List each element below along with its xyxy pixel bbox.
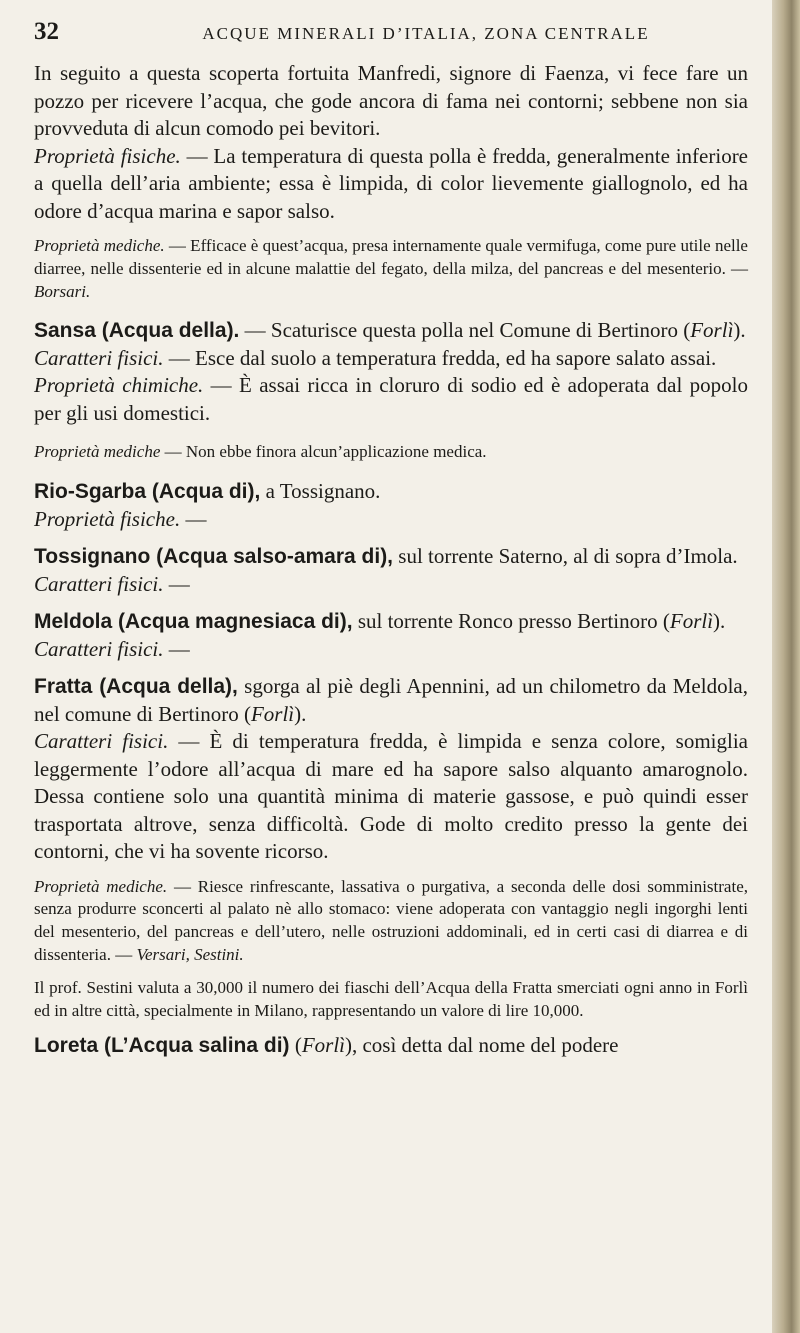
entry-sansa: Sansa (Acqua della). — Scaturisce questa polla nel Comune di Bertinoro (Forlì). [34, 318, 746, 343]
entry-title: Meldola (Acqua magnesiaca di), [34, 610, 353, 634]
entry-title: Tossignano (Acqua salso-amara di), [34, 545, 394, 569]
entry-loreta: Loreta (L’Acqua salina di) (Forlì), così detta dal nome del podere [34, 1033, 619, 1058]
entry-title: Fratta (Acqua della), [34, 675, 238, 699]
fratta-caratteri-fisici: Caratteri fisici. — È di temperatura fredda, è limpida e senza colore, somiglia leggermente l’odore all’acqua di mare ed ha sapore salso alquanto amarognolo. Dessa contiene solo una quantità minima di materie gassose, e può quindi esser trasportata altrove, senza difficoltà. Gode di molto credito presso la gente dei contorni, che vi ha sovente ricorso. [34, 729, 748, 864]
section-label: Proprietà fisiche. [34, 506, 181, 531]
author-citation: Versari, Sestini. [136, 945, 244, 965]
page-header [34, 18, 748, 46]
rio-proprieta-fisiche: Proprietà fisiche. — [34, 506, 207, 531]
section-label: Proprietà chimiche. [34, 373, 204, 398]
paragraph-proprieta-mediche: Proprietà mediche. — Efficace è quest’acqua, presa internamente quale vermifuga, come pure utile nelle diarree, nelle dissenterie ed in alcune malattie del fegato, della milza, del pancreas e del mesenterio. — Borsari. [34, 236, 748, 301]
section-label: Proprietà mediche. [34, 236, 165, 255]
meldola-caratteri-fisici: Caratteri fisici. — [34, 636, 190, 661]
section-label: Proprietà mediche [34, 442, 161, 462]
tossignano-caratteri-fisici: Caratteri fisici. — [34, 571, 190, 596]
entry-rio-sgarba: Rio-Sgarba (Acqua di), a Tossignano. [34, 479, 381, 504]
paragraph-manfredi: In seguito a questa scoperta fortuita Manfredi, signore di Faenza, vi fece fare un pozzo per ricevere l’acqua, che gode ancora di fama nei contorni; sebbene non sia provveduta di alcun comodo pei bevitori. [34, 61, 748, 140]
sansa-proprieta-mediche: Proprietà mediche — Non ebbe finora alcun’applicazione medica. [34, 442, 487, 462]
author-citation: Borsari. [34, 281, 91, 301]
section-label: Caratteri fisici. [34, 345, 164, 370]
fratta-proprieta-mediche: Proprietà mediche. — Riesce rinfrescante, lassativa o purgativa, a seconda delle dosi somministrate, senza produrre sconcerti al palato nè allo stomaco: viene adoperata con vantaggio negli ingorghi lenti del mesenterio, del pancreas e dell’utero, nelle ostruzioni addominali, ed in certi casi di diarrea e di dissenteria. — Versari, Sestini. [34, 876, 748, 965]
section-label: Caratteri fisici. [34, 571, 164, 596]
sansa-proprieta-chimiche: Proprietà chimiche. — È assai ricca in cloruro di sodio ed è adoperata dal popolo per gli usi domestici. [34, 373, 748, 425]
section-label: Proprietà fisiche. [34, 143, 181, 168]
paragraph-proprieta-fisiche: Proprietà fisiche. — La temperatura di questa polla è fredda, generalmente inferiore a quella dell’aria ambiente; essa è limpida, di color lievemente giallognolo, ed ha odore d’acqua marina e sapor salso. [34, 143, 749, 223]
entry-title: Loreta (L’Acqua salina di) [34, 1034, 290, 1058]
entry-meldola: Meldola (Acqua magnesiaca di), sul torrente Ronco presso Bertinoro (Forlì). [34, 609, 726, 634]
page-number: 32 [34, 18, 59, 45]
section-label: Caratteri fisici. [34, 636, 164, 661]
fratta-note: Il prof. Sestini valuta a 30,000 il numero dei fiaschi dell’Acqua della Fratta smerciati ogni anno in Forlì ed in altre città, specialmente in Milano, rappresentando un valore di lire 10,000. [34, 977, 748, 1020]
book-binding-edge [772, 0, 800, 1333]
entry-fratta: Fratta (Acqua della), sgorga al piè degli Apennini, ad un chilometro da Meldola, nel comune di Bertinoro (Forlì). [34, 674, 748, 726]
running-title: ACQUE MINERALI D’ITALIA, ZONA CENTRALE [202, 24, 650, 43]
page-body [34, 60, 748, 1060]
section-label: Caratteri fisici. [34, 729, 169, 754]
sansa-caratteri-fisici: Caratteri fisici. — Esce dal suolo a temperatura fredda, ed ha sapore salato assai. [34, 345, 717, 370]
entry-title: Rio-Sgarba (Acqua di), [34, 480, 261, 504]
entry-tossignano: Tossignano (Acqua salso-amara di), sul torrente Saterno, al di sopra d’Imola. [34, 544, 738, 569]
section-label: Proprietà mediche. [34, 876, 168, 896]
entry-title: Sansa (Acqua della). [34, 319, 240, 343]
